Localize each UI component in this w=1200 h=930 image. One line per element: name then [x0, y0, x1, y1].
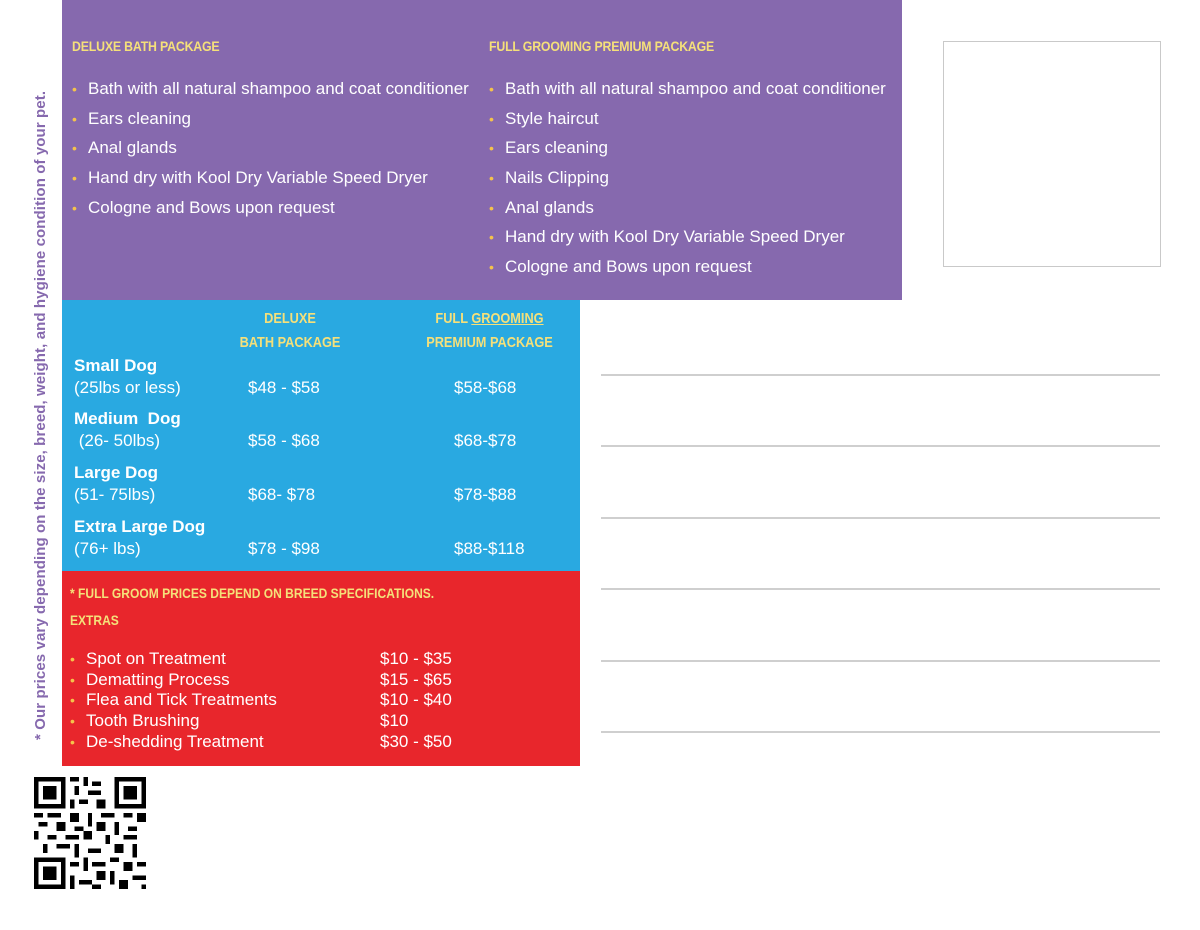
deluxe-package-title: DELUXE BATH PACKAGE [72, 38, 220, 54]
list-item: • Hand dry with Kool Dry Variable Speed Dryer [489, 227, 845, 247]
table-row: Small Dog (25lbs or less) [74, 356, 181, 397]
extra-price: $10 [380, 711, 409, 731]
extra-price: $15 - $65 [380, 669, 452, 689]
full-grooming-price: $58-$68 [454, 378, 517, 397]
extras-title: EXTRAS [70, 612, 119, 628]
extra-price: $10 - $40 [380, 690, 452, 710]
extras-prices [380, 649, 452, 752]
deluxe-price: $58 - $68 [248, 431, 320, 450]
full-grooming-package-list [489, 74, 886, 282]
address-line [601, 374, 1160, 376]
list-item: • Ears cleaning [489, 138, 609, 158]
extra-price: $10 - $35 [380, 649, 452, 668]
full-grooming-package-title: FULL GROOMING PREMIUM PACKAGE [489, 38, 715, 54]
deluxe-column-header: DELUXE BATH PACKAGE [239, 310, 341, 351]
list-item: • Bath with all natural shampoo and coat conditioner [489, 79, 886, 98]
deluxe-price: $48 - $58 [248, 378, 320, 397]
full-grooming-price: $78-$88 [454, 485, 517, 504]
table-row: Extra Large Dog (76+ lbs) [74, 517, 206, 558]
packages-panel [62, 0, 902, 300]
extras-panel [62, 571, 580, 766]
address-line [601, 588, 1160, 590]
list-item: • Cologne and Bows upon request [72, 197, 335, 217]
deluxe-package-list [72, 74, 469, 222]
address-line [601, 445, 1160, 447]
full-grooming-price: $68-$78 [454, 431, 517, 450]
price-table [62, 300, 580, 571]
extra-price: $30 - $50 [380, 731, 452, 751]
full-grooming-column-header: FULL GROOMING PREMIUM PACKAGE [426, 310, 553, 351]
price-disclaimer: * Our prices vary depending on the size, breed, weight, and hygiene condition of your pet. [32, 90, 49, 740]
full-grooming-price: $88-$118 [454, 539, 525, 558]
breed-note: * FULL GROOM PRICES DEPEND ON BREED SPECIFICATIONS. [70, 585, 435, 601]
list-item: • Tooth Brushing [70, 711, 200, 731]
list-item: • Dematting Process [70, 669, 230, 689]
address-line [601, 517, 1160, 519]
list-item: • Flea and Tick Treatments [70, 690, 277, 710]
deluxe-price: $78 - $98 [248, 539, 320, 558]
list-item: • Ears cleaning [72, 108, 192, 128]
list-item: • Cologne and Bows upon request [489, 257, 752, 277]
list-item: • De-shedding Treatment [70, 731, 264, 751]
extras-list [70, 649, 277, 752]
list-item: • Nails Clipping [489, 168, 609, 188]
stamp-box [943, 41, 1161, 267]
list-item: • Anal glands [72, 138, 177, 158]
list-item: • Hand dry with Kool Dry Variable Speed Dryer [72, 168, 428, 188]
list-item: • Spot on Treatment [70, 649, 226, 668]
table-row: Medium Dog (26- 50lbs) [74, 409, 181, 450]
table-row: Large Dog (51- 75lbs) [74, 463, 159, 504]
list-item: • Anal glands [489, 197, 594, 217]
address-line [601, 731, 1160, 733]
deluxe-price: $68- $78 [248, 485, 316, 504]
address-line [601, 660, 1160, 662]
list-item: • Bath with all natural shampoo and coat conditioner [72, 79, 469, 98]
list-item: • Style haircut [489, 108, 599, 128]
qr-code[interactable] [34, 777, 146, 889]
